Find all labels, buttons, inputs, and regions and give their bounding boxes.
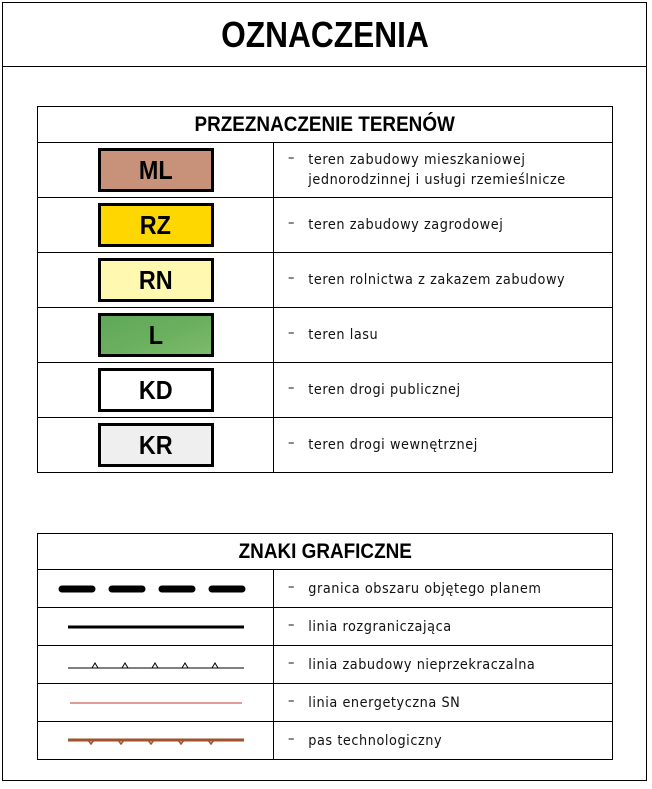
solid-line-icon [56,622,256,632]
sign-symbol-cell [38,608,274,646]
sign-desc-cell [274,722,613,760]
zone-desc-cell [274,308,613,363]
zones-heading-text: PRZEZNACZENIE TERENÓW [194,112,456,136]
sign-desc-cell [274,684,613,722]
zone-row [38,198,613,253]
power-line-icon [56,699,256,707]
sign-description: linia zabudowy nieprzekraczalna [308,656,536,673]
signs-heading-text: ZNAKI GRAFICZNE [238,539,412,563]
zone-symbol-cell [38,198,274,253]
zone-symbol-cell [38,363,274,418]
sign-symbol-cell [38,684,274,722]
zone-badge-kd [98,368,214,412]
sign-description: pas technologiczny [308,732,443,749]
zone-description: teren drogi publicznej [308,382,461,398]
zone-symbol-cell [38,143,274,198]
zone-symbol-cell [38,253,274,308]
zone-desc-cell [274,418,613,473]
dash-mark: – [288,215,296,231]
zones-heading [38,107,613,143]
zone-description: teren drogi wewnętrznej [308,437,478,453]
zone-row [38,418,613,473]
sign-row [38,646,613,684]
sign-description: linia energetyczna SN [308,694,461,711]
zone-desc-cell [274,363,613,418]
legend-frame [2,2,647,781]
zone-symbol-cell [38,308,274,363]
zone-badge-rn [98,258,214,302]
zone-code: ML [138,154,173,185]
zone-row [38,143,613,198]
zone-code: RN [138,264,173,295]
zone-description: teren zabudowy zagrodowej [308,217,504,233]
sign-symbol-cell [38,570,274,608]
sign-symbol-cell [38,722,274,760]
sign-symbol-cell [38,646,274,684]
sign-row [38,570,613,608]
sign-row [38,722,613,760]
zone-symbol-cell [38,418,274,473]
zone-code: KD [138,374,173,405]
zone-code: L [148,319,163,350]
zones-table [37,106,613,473]
thick-dashed-line-icon [56,582,256,596]
signs-table [37,533,613,760]
sign-description: granica obszaru objętego planem [308,580,542,597]
zone-code: RZ [139,209,172,240]
dash-mark: – [288,270,296,286]
zone-row [38,308,613,363]
zone-description: teren zabudowy mieszkaniowej jednorodzinnej i usługi rzemieślnicze [308,152,566,188]
zone-row [38,253,613,308]
dash-mark: – [288,380,296,396]
sign-row [38,684,613,722]
zone-desc-cell [274,253,613,308]
sign-desc-cell [274,646,613,684]
zone-badge-rz [98,203,214,247]
zone-row [38,363,613,418]
dash-mark: – [288,730,296,747]
zone-code: KR [138,429,173,460]
title-bar [3,3,646,67]
sign-desc-cell [274,570,613,608]
dash-mark: – [288,150,296,166]
zone-badge-kr [98,423,214,467]
page-title: OZNACZENIA [220,13,429,55]
sign-desc-cell [274,608,613,646]
signs-heading [38,534,613,570]
dash-mark: – [288,435,296,451]
zone-badge-l [98,313,214,357]
building-line-icon [56,658,256,672]
technology-strip-icon [56,735,256,747]
sign-row [38,608,613,646]
zone-desc-cell [274,198,613,253]
zone-description: teren lasu [308,327,379,343]
dash-mark: – [288,692,296,709]
sign-description: linia rozgraniczająca [308,618,452,635]
dash-mark: – [288,325,296,341]
zone-badge-ml [98,148,214,192]
dash-mark: – [288,578,296,595]
zone-description: teren rolnictwa z zakazem zabudowy [308,272,566,288]
dash-mark: – [288,616,296,633]
dash-mark: – [288,654,296,671]
zone-desc-cell [274,143,613,198]
